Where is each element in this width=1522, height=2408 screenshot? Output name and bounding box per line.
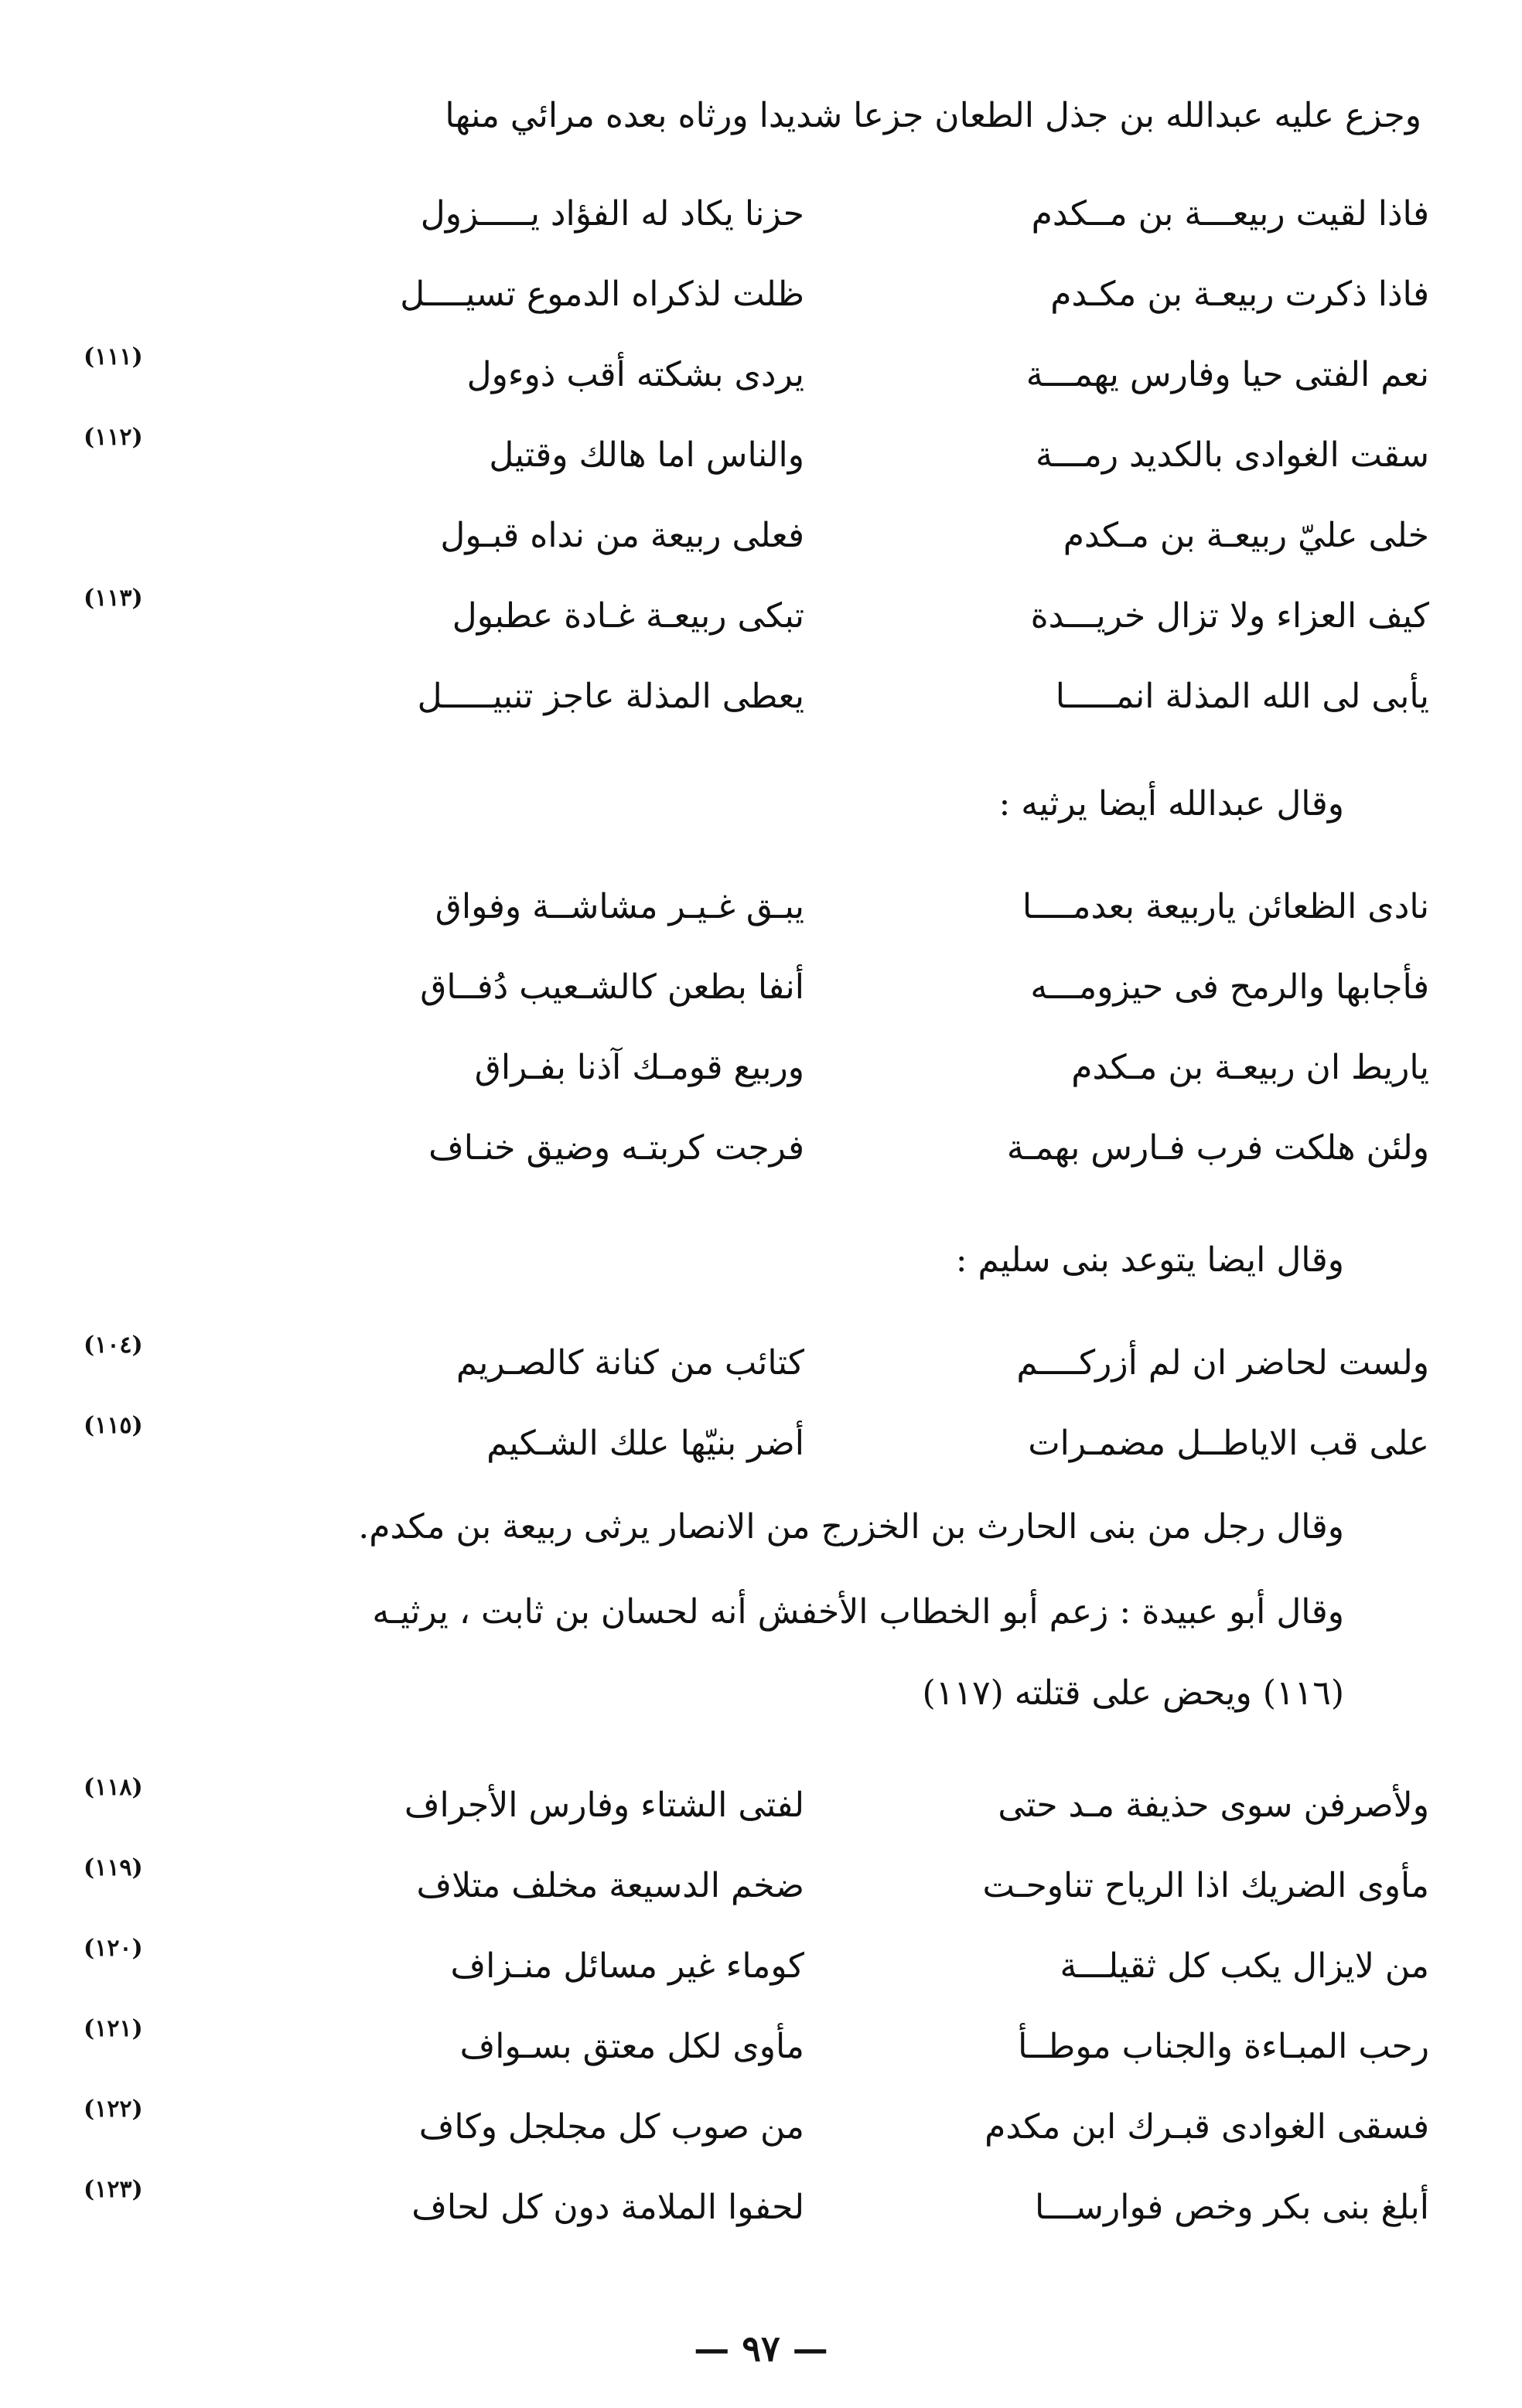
verse-second-hemistich: تبكى ربيعـة غـادة عطبول <box>452 596 804 636</box>
verse-first-hemistich: خلى عليّ ربيعـة بن مـكدم <box>1063 516 1429 555</box>
verse-first-hemistich: فسقى الغوادى قبـرك ابن مكدم <box>985 2107 1429 2147</box>
verse-line <box>77 872 1429 953</box>
verse-line <box>77 662 1429 742</box>
verse-line <box>77 179 1429 260</box>
verse-second-hemistich: أضر بنيّها علك الشـكيم <box>486 1424 804 1463</box>
footnote-marker: (١١٨) <box>84 1774 143 1801</box>
poem-block-4 <box>77 1771 1429 2253</box>
verse-first-hemistich: ولئن هلكت فرب فـارس بهمـة <box>1006 1128 1429 1168</box>
verse-line <box>77 2012 1429 2093</box>
footnote-marker: (١٢٢) <box>84 2096 143 2123</box>
verse-second-hemistich: ضخم الدسيعة مخلف متلاف <box>416 1866 804 1905</box>
footnote-marker: (١١٩) <box>84 1854 143 1881</box>
footnote-marker: (١٢١) <box>84 2015 143 2042</box>
verse-second-hemistich: كتائب من كنانة كالصـريم <box>456 1343 804 1383</box>
verse-second-hemistich: ظلت لذكراه الدموع تسيــــل <box>400 275 804 314</box>
footnote-marker: (١١١) <box>84 343 143 370</box>
prose-line-3: (١١٦) ويحض على قتلته (١١٧) <box>922 1673 1344 1713</box>
footnote-marker: (١٢٠) <box>84 1935 143 1962</box>
verse-line <box>77 1328 1429 1409</box>
footnote-marker: (١١٣) <box>84 585 143 612</box>
verse-line <box>77 2093 1429 2173</box>
verse-line <box>77 340 1429 421</box>
verse-second-hemistich: يردى بشكته أقب ذوءول <box>466 355 804 394</box>
footnote-marker: (١١٢) <box>84 424 143 451</box>
verse-second-hemistich: يعطى المذلة عاجز تنبيـــــل <box>417 677 804 716</box>
verse-second-hemistich: لحفوا الملامة دون كل لحاف <box>411 2188 804 2227</box>
verse-line <box>77 1409 1429 1489</box>
verse-second-hemistich: من صوب كل مجلجل وكاف <box>418 2107 804 2147</box>
verse-line <box>77 1033 1429 1114</box>
verse-first-hemistich: يأبى لى الله المذلة انمـــــا <box>1055 677 1429 716</box>
footnote-marker: (١١٥) <box>84 1412 143 1439</box>
verse-second-hemistich: فعلى ربيعة من نداه قبـول <box>440 516 804 555</box>
verse-line <box>77 1932 1429 2012</box>
verse-first-hemistich: رحب المبـاءة والجناب موطــأ <box>1018 2027 1429 2066</box>
verse-line <box>77 501 1429 582</box>
poem-block-3 <box>77 1328 1429 1489</box>
verse-first-hemistich: فاذا ذكرت ربيعـة بن مكـدم <box>1050 275 1429 314</box>
verse-second-hemistich: مأوى لكل معتق بسـواف <box>459 2027 804 2066</box>
verse-second-hemistich: أنفا بطعن كالشـعيب دُفــاق <box>420 967 804 1007</box>
verse-second-hemistich: كوماء غير مسائل منـزاف <box>450 1946 804 1986</box>
verse-second-hemistich: يبـق غـيـر مشاشــة وفواق <box>435 887 804 926</box>
verse-second-hemistich: والناس اما هالك وقتيل <box>489 435 804 475</box>
intro-line: وجزع عليه عبدالله بن جذل الطعان جزعا شديدا ورثاه بعده مرائي منها <box>445 96 1421 135</box>
verse-first-hemistich: نادى الظعائن ياربيعة بعدمــــا <box>1022 887 1429 926</box>
verse-first-hemistich: كيف العزاء ولا تزال خريـــدة <box>1030 596 1429 636</box>
verse-second-hemistich: وربيع قومـك آذنا بفـراق <box>474 1048 804 1087</box>
heading-poem-3: وقال ايضا يتوعد بنى سليم : <box>955 1240 1344 1280</box>
verse-line <box>77 2173 1429 2253</box>
verse-second-hemistich: حزنا يكاد له الفؤاد يـــــزول <box>420 194 804 234</box>
verse-first-hemistich: فاذا لقيت ربيعـــة بن مــكدم <box>1031 194 1429 234</box>
verse-line <box>77 1114 1429 1194</box>
verse-first-hemistich: ولأصرفن سوى حذيفة مـد حتى <box>998 1786 1429 1825</box>
verse-first-hemistich: على قب الاياطــل مضمـرات <box>1028 1424 1429 1463</box>
verse-first-hemistich: ياريط ان ربيعـة بن مـكدم <box>1071 1048 1429 1087</box>
poem-block-2 <box>77 872 1429 1194</box>
footnote-marker: (١٢٣) <box>84 2176 143 2203</box>
verse-first-hemistich: من لايزال يكب كل ثقيلـــة <box>1060 1946 1429 1986</box>
verse-line <box>77 421 1429 501</box>
verse-line <box>77 953 1429 1033</box>
verse-first-hemistich: مأوى الضريك اذا الرياح تناوحـت <box>982 1866 1429 1905</box>
verse-first-hemistich: ولست لحاضر ان لم أزركــــم <box>1016 1343 1429 1383</box>
page-number: — ٩٧ — <box>694 2328 828 2369</box>
verse-first-hemistich: سقت الغوادى بالكديد رمـــة <box>1035 435 1429 475</box>
verse-first-hemistich: نعم الفتى حيا وفارس يهمـــة <box>1025 355 1429 394</box>
verse-second-hemistich: لفتى الشتاء وفارس الأجراف <box>404 1786 804 1825</box>
verse-line <box>77 582 1429 662</box>
verse-line <box>77 1771 1429 1851</box>
verse-first-hemistich: أبلغ بنى بكر وخص فوارســـا <box>1035 2188 1429 2227</box>
poem-block-1 <box>77 179 1429 742</box>
verse-first-hemistich: فأجابها والرمح فى حيزومـــه <box>1030 967 1429 1007</box>
prose-line-1: وقال رجل من بنى الحارث بن الخزرج من الانصار يرثى ربيعة بن مكدم. <box>358 1507 1344 1547</box>
verse-line <box>77 1851 1429 1932</box>
heading-poem-2: وقال عبدالله أيضا يرثيه : <box>998 784 1344 824</box>
verse-second-hemistich: فرجت كربتـه وضيق خنـاف <box>428 1128 804 1168</box>
footnote-marker: (١٠٤) <box>84 1332 143 1359</box>
prose-line-2: وقال أبو عبيدة : زعم أبو الخطاب الأخفش أنه لحسان بن ثابت ، يرثيـه <box>372 1592 1344 1632</box>
verse-line <box>77 260 1429 340</box>
